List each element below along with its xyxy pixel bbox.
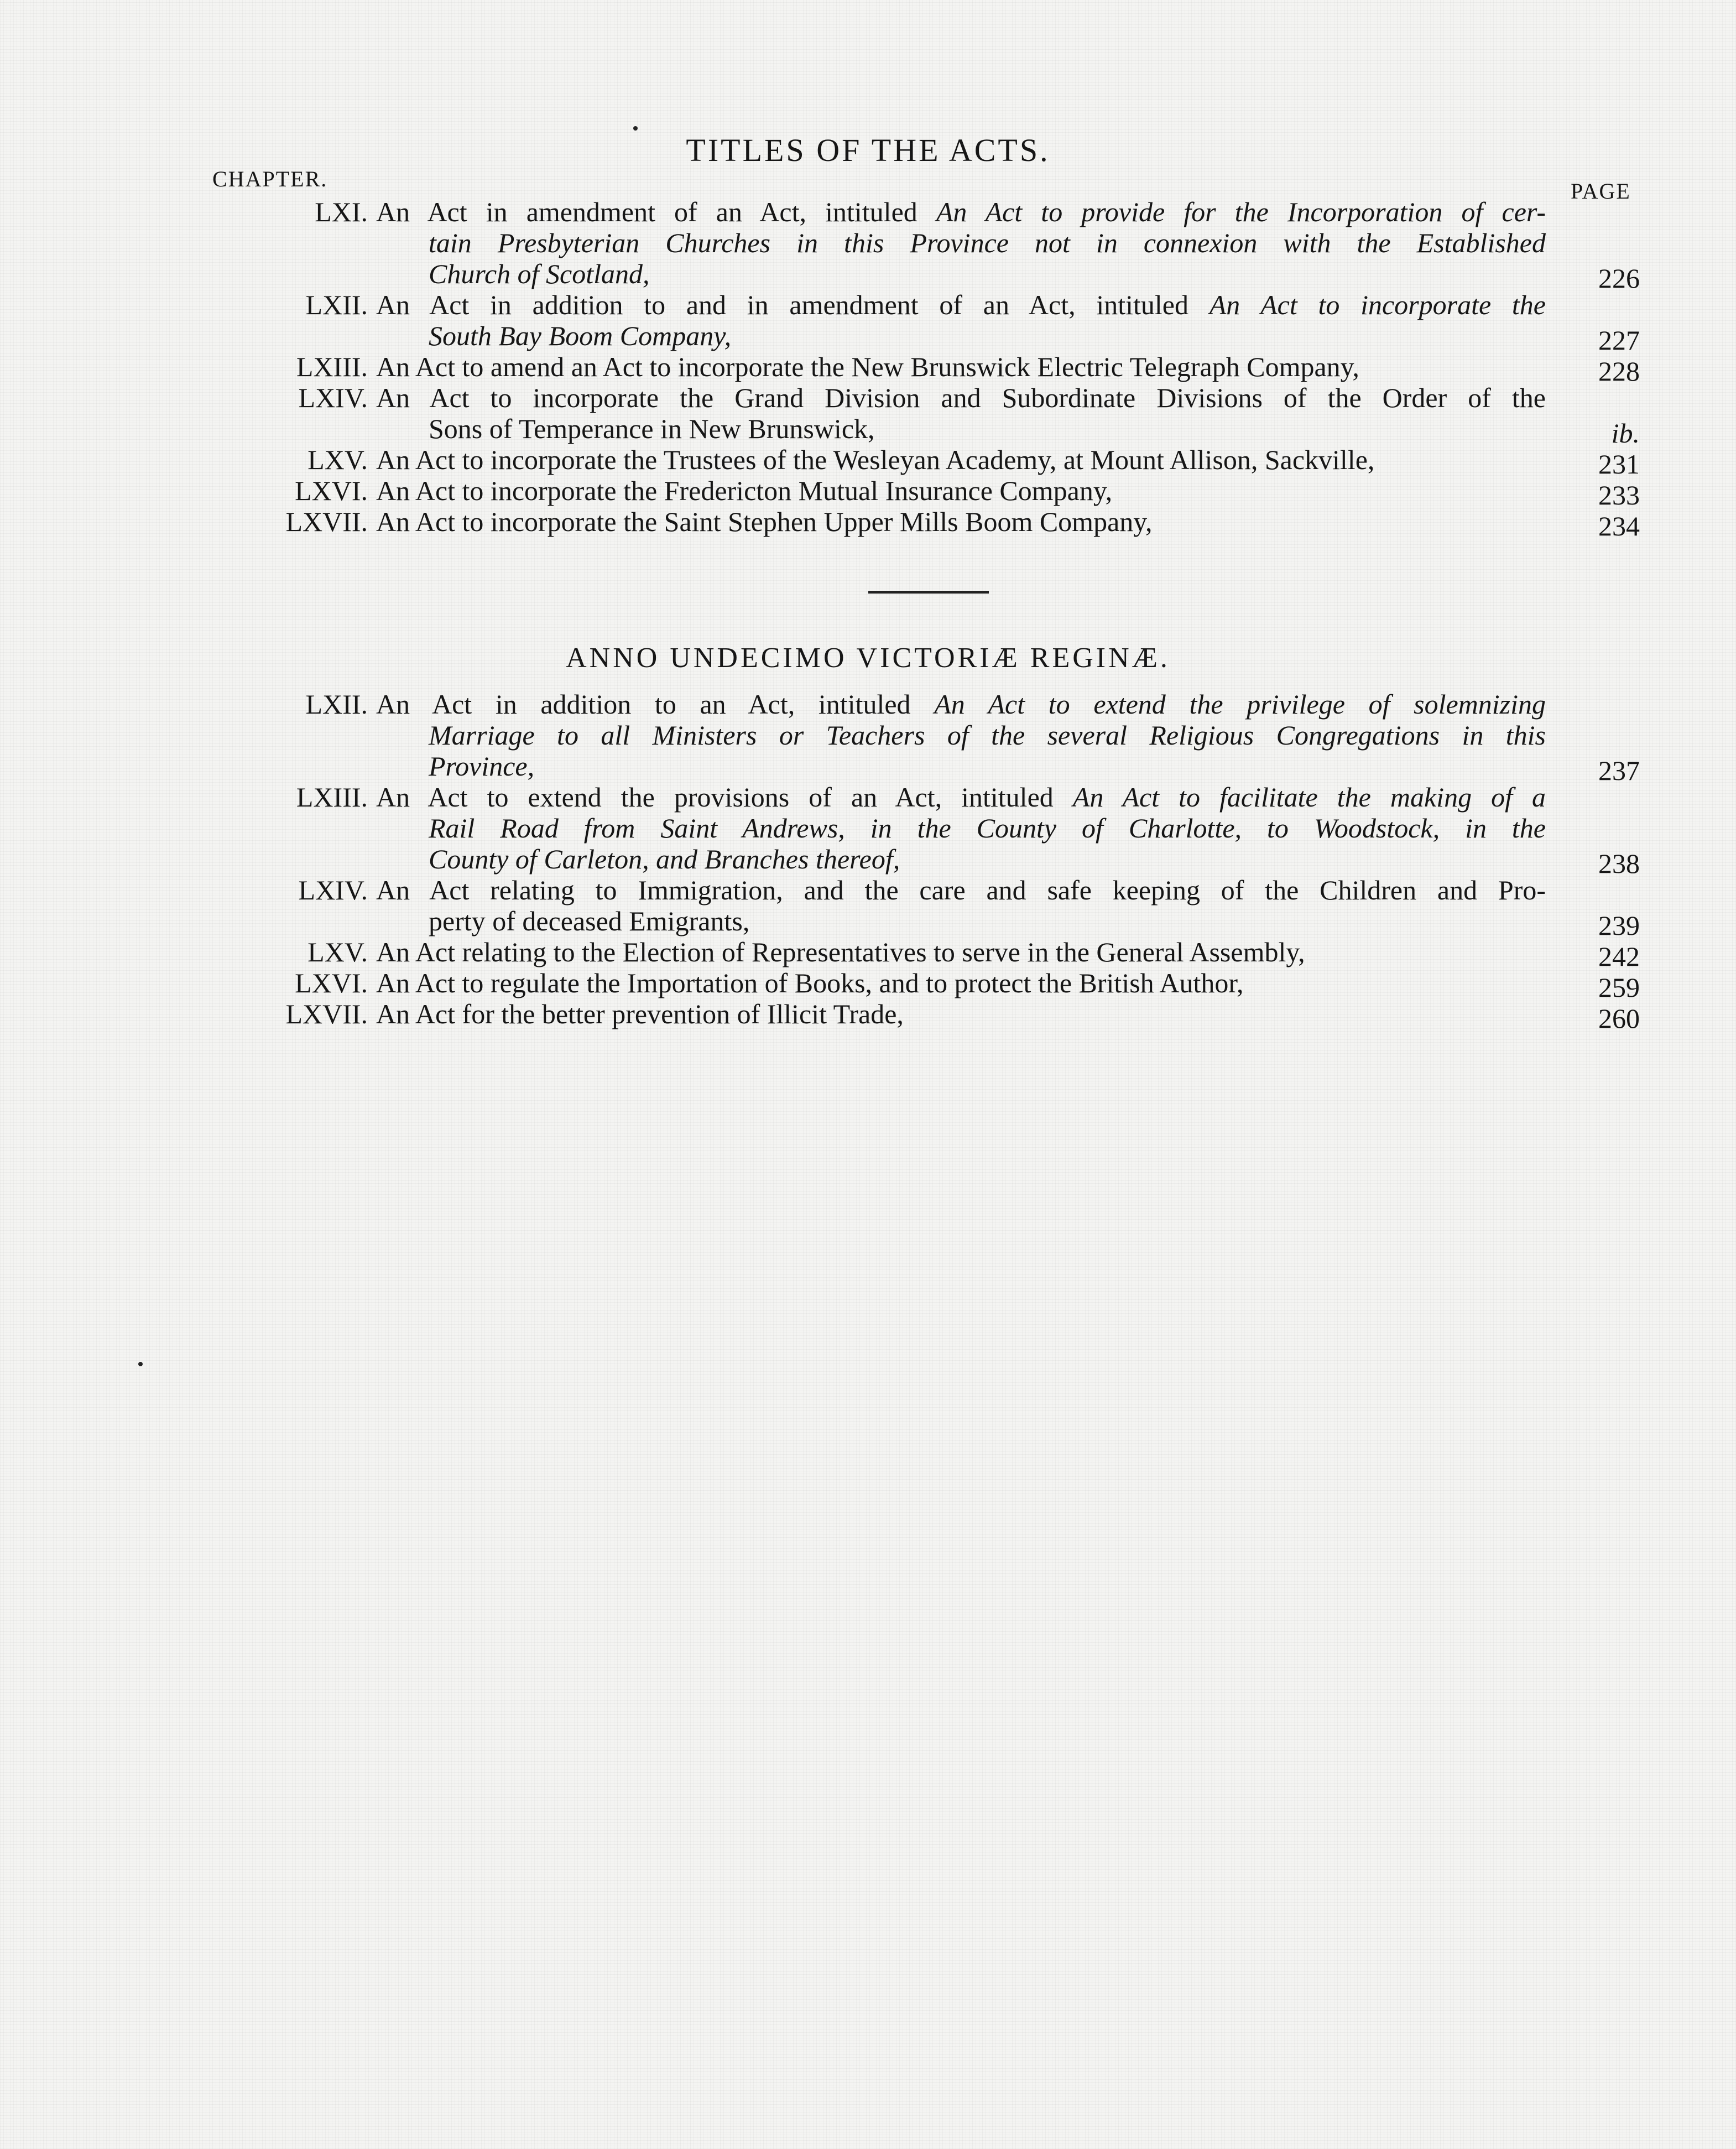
- speck-mark: [138, 1362, 143, 1366]
- chapter-number: LXII.: [305, 289, 368, 320]
- act-title-line: [376, 351, 1359, 382]
- act-title-line: [429, 720, 1546, 751]
- act-title-text: An Act relating to Immigration, and the care and safe keeping of the Children and Pro-: [376, 875, 1546, 906]
- page-number: 259: [1598, 972, 1640, 1003]
- act-title-line: [429, 906, 749, 936]
- chapter-number: LXI.: [315, 196, 368, 227]
- page-number: 238: [1598, 848, 1640, 879]
- page-column-label: PAGE: [1571, 179, 1631, 204]
- chapter-number: LXV.: [307, 936, 368, 967]
- act-title-line: [376, 382, 1546, 413]
- cited-act-title: tain Presbyterian Churches in this Province not in connexion with the Established: [429, 227, 1546, 258]
- page-number: 234: [1598, 511, 1640, 542]
- act-title-line: [376, 196, 1546, 227]
- section-title: ANNO UNDECIMO VICTORIÆ REGINÆ.: [566, 642, 1170, 674]
- act-title-text: An Act to incorporate the Trustees of the Wesleyan Academy, at Mount Allison, Sackville,: [376, 444, 1375, 475]
- chapter-number: LXVI.: [295, 475, 368, 506]
- page-number: 228: [1598, 356, 1640, 387]
- cited-act-title: An Act to incorporate the: [1209, 289, 1546, 320]
- act-title-line: [429, 413, 875, 444]
- cited-act-title: An Act to provide for the Incorporation of cer-: [936, 196, 1546, 227]
- page-number: 260: [1598, 1003, 1640, 1034]
- page-title: TITLES OF THE ACTS.: [686, 132, 1050, 168]
- page-number: 227: [1598, 325, 1640, 356]
- page-number: 242: [1598, 941, 1640, 972]
- act-title-line: [429, 813, 1546, 844]
- page-number: 226: [1598, 263, 1640, 294]
- act-title-line: [376, 875, 1546, 906]
- act-title-line: [429, 320, 731, 351]
- chapter-number: LXV.: [307, 444, 368, 475]
- act-title-line: [376, 936, 1305, 967]
- act-title-text: An Act to incorporate the Fredericton Mutual Insurance Company,: [376, 475, 1113, 506]
- act-title-line: [429, 227, 1546, 258]
- chapter-number: LXVI.: [295, 967, 368, 998]
- act-title-line: [376, 967, 1244, 998]
- act-title-line: [376, 475, 1112, 506]
- cited-act-title: Church of Scotland,: [429, 258, 650, 289]
- cited-act-title: County of Carleton, and Branches thereof,: [429, 844, 900, 875]
- act-title-text: An Act to regulate the Importation of Books, and to protect the British Author,: [376, 967, 1244, 998]
- act-title-text: An Act to extend the provisions of an Act, intituled: [376, 782, 1073, 813]
- act-title-text: An Act to amend an Act to incorporate the New Brunswick Electric Telegraph Company,: [376, 351, 1359, 382]
- act-title-text: An Act for the better prevention of Illicit Trade,: [376, 998, 904, 1029]
- section-divider: [868, 591, 989, 594]
- act-title-line: [376, 782, 1546, 813]
- act-title-text: An Act in amendment of an Act, intituled: [376, 196, 936, 227]
- act-title-line: [376, 506, 1153, 537]
- chapter-number: LXIV.: [298, 875, 368, 906]
- act-title-text: perty of deceased Emigrants,: [429, 906, 750, 936]
- speck-mark: [633, 126, 638, 131]
- cited-act-title: Province,: [429, 751, 535, 782]
- page-number: 233: [1598, 480, 1640, 511]
- act-title-text: Sons of Temperance in New Brunswick,: [429, 413, 875, 444]
- chapter-number: LXIV.: [298, 382, 368, 413]
- act-title-line: [429, 258, 650, 289]
- act-title-text: An Act to incorporate the Saint Stephen Upper Mills Boom Company,: [376, 506, 1153, 537]
- cited-act-title: South Bay Boom Company,: [429, 320, 732, 351]
- act-title-text: An Act in addition to and in amendment of an Act, intituled: [376, 289, 1210, 320]
- page-number: ib.: [1611, 418, 1640, 449]
- act-title-line: [376, 689, 1546, 720]
- act-title-line: [376, 998, 904, 1029]
- chapter-column-label: CHAPTER.: [212, 166, 328, 191]
- cited-act-title: Marriage to all Ministers or Teachers of the several Religious Congregations in this: [429, 720, 1546, 751]
- chapter-number: LXIII.: [296, 351, 368, 382]
- act-title-line: [376, 289, 1546, 320]
- act-title-line: [429, 751, 534, 782]
- act-title-line: [376, 444, 1374, 475]
- chapter-number: LXVII.: [285, 998, 368, 1029]
- cited-act-title: An Act to facilitate the making of a: [1072, 782, 1546, 813]
- cited-act-title: Rail Road from Saint Andrews, in the County of Charlotte, to Woodstock, in the: [429, 813, 1546, 844]
- page-number: 237: [1598, 755, 1640, 786]
- act-title-text: An Act relating to the Election of Representatives to serve in the General Assembly,: [376, 936, 1305, 967]
- chapter-number: LXIII.: [296, 782, 368, 813]
- act-title-text: An Act in addition to an Act, intituled: [376, 689, 935, 720]
- act-title-line: [429, 844, 900, 875]
- chapter-number: LXII.: [305, 689, 368, 720]
- act-title-text: An Act to incorporate the Grand Division and Subordinate Divisions of the Order of the: [376, 382, 1546, 413]
- page-number: 239: [1598, 910, 1640, 941]
- chapter-number: LXVII.: [285, 506, 368, 537]
- page-number: 231: [1598, 449, 1640, 480]
- cited-act-title: An Act to extend the privilege of solemnizing: [934, 689, 1546, 720]
